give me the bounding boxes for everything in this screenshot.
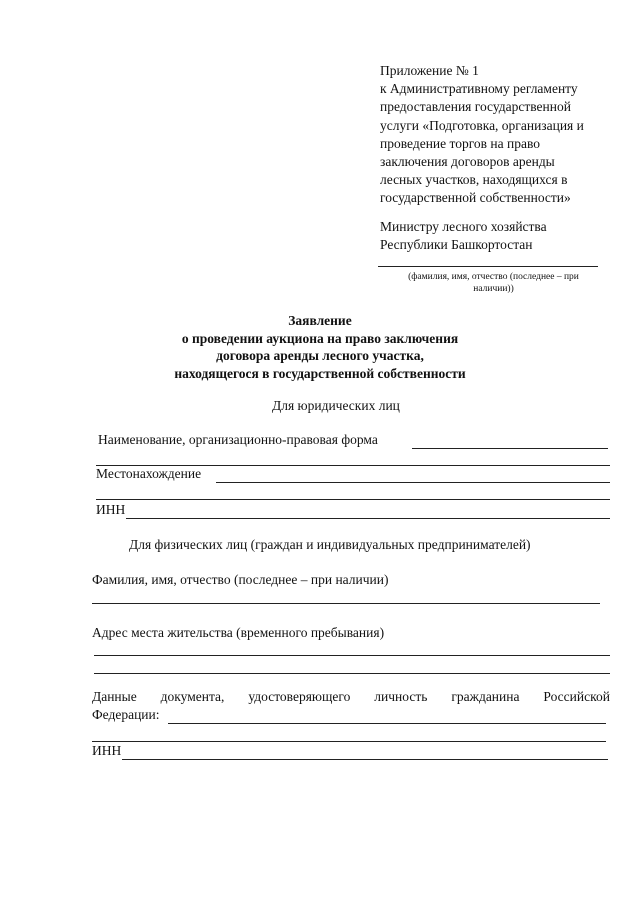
fio-field[interactable] xyxy=(92,603,600,604)
location-field-cont[interactable] xyxy=(96,499,610,500)
legal-entities-heading: Для юридических лиц xyxy=(272,398,400,413)
appendix-note xyxy=(380,62,630,208)
individual-inn-label: ИНН xyxy=(92,743,122,758)
doc-word: документа, xyxy=(160,689,225,704)
appendix-line: услуги «Подготовка, организация и xyxy=(380,117,584,133)
individual-inn-field[interactable] xyxy=(122,759,608,760)
addressee xyxy=(380,218,630,254)
appendix-line: государственной собственности» xyxy=(380,190,571,206)
title-line-3: договора аренды лесного участка, xyxy=(216,348,424,363)
doc-word: удостоверяющего xyxy=(248,689,351,704)
legal-inn-field[interactable] xyxy=(126,518,610,519)
addressee-line-1: Министру лесного хозяйства xyxy=(380,219,547,234)
appendix-line: к Административному регламенту xyxy=(380,81,578,97)
title-line-4: находящегося в государственной собственности xyxy=(174,365,466,381)
doc-word: Российской xyxy=(543,689,610,704)
appendix-line: Приложение № 1 xyxy=(380,63,479,78)
identity-doc-label-2: Федерации: xyxy=(92,707,160,722)
addressee-fio-caption xyxy=(386,271,601,295)
appendix-line: лесных участков, находящихся в xyxy=(380,172,568,188)
appendix-line: проведение торгов на право xyxy=(380,135,541,151)
location-field[interactable] xyxy=(216,482,610,483)
appendix-line: предоставления государственной xyxy=(380,99,571,115)
addressee-fio-line[interactable] xyxy=(378,266,598,267)
doc-word: гражданина xyxy=(451,689,520,704)
individuals-heading: Для физических лиц (граждан и индивидуальных предпринимателей) xyxy=(129,537,531,552)
identity-doc-label xyxy=(92,689,610,705)
fio-label: Фамилия, имя, отчество (последнее – при наличии) xyxy=(92,572,389,587)
address-label: Адрес места жительства (временного пребывания) xyxy=(92,625,385,640)
legal-inn-label: ИНН xyxy=(96,502,126,517)
doc-word: личность xyxy=(374,689,428,704)
title-word: Заявление xyxy=(288,313,352,328)
org-name-label: Наименование, организационно-правовая форма xyxy=(98,432,378,447)
caption-line-1: (фамилия, имя, отчество (последнее – при xyxy=(408,272,579,282)
identity-doc-field[interactable] xyxy=(168,723,606,724)
appendix-line: заключения договоров аренды xyxy=(380,154,555,170)
doc-word: Данные xyxy=(92,689,137,704)
addressee-line-2: Республики Башкортостан xyxy=(380,237,533,252)
document-title xyxy=(130,312,510,382)
address-field-1[interactable] xyxy=(94,655,610,656)
address-field-2[interactable] xyxy=(94,673,610,674)
caption-line-2: наличии)) xyxy=(473,284,514,294)
org-name-field[interactable] xyxy=(412,448,608,449)
location-label: Местонахождение xyxy=(96,466,202,481)
title-line-2: о проведении аукциона на право заключения xyxy=(181,330,459,346)
identity-doc-field-cont[interactable] xyxy=(92,741,606,742)
